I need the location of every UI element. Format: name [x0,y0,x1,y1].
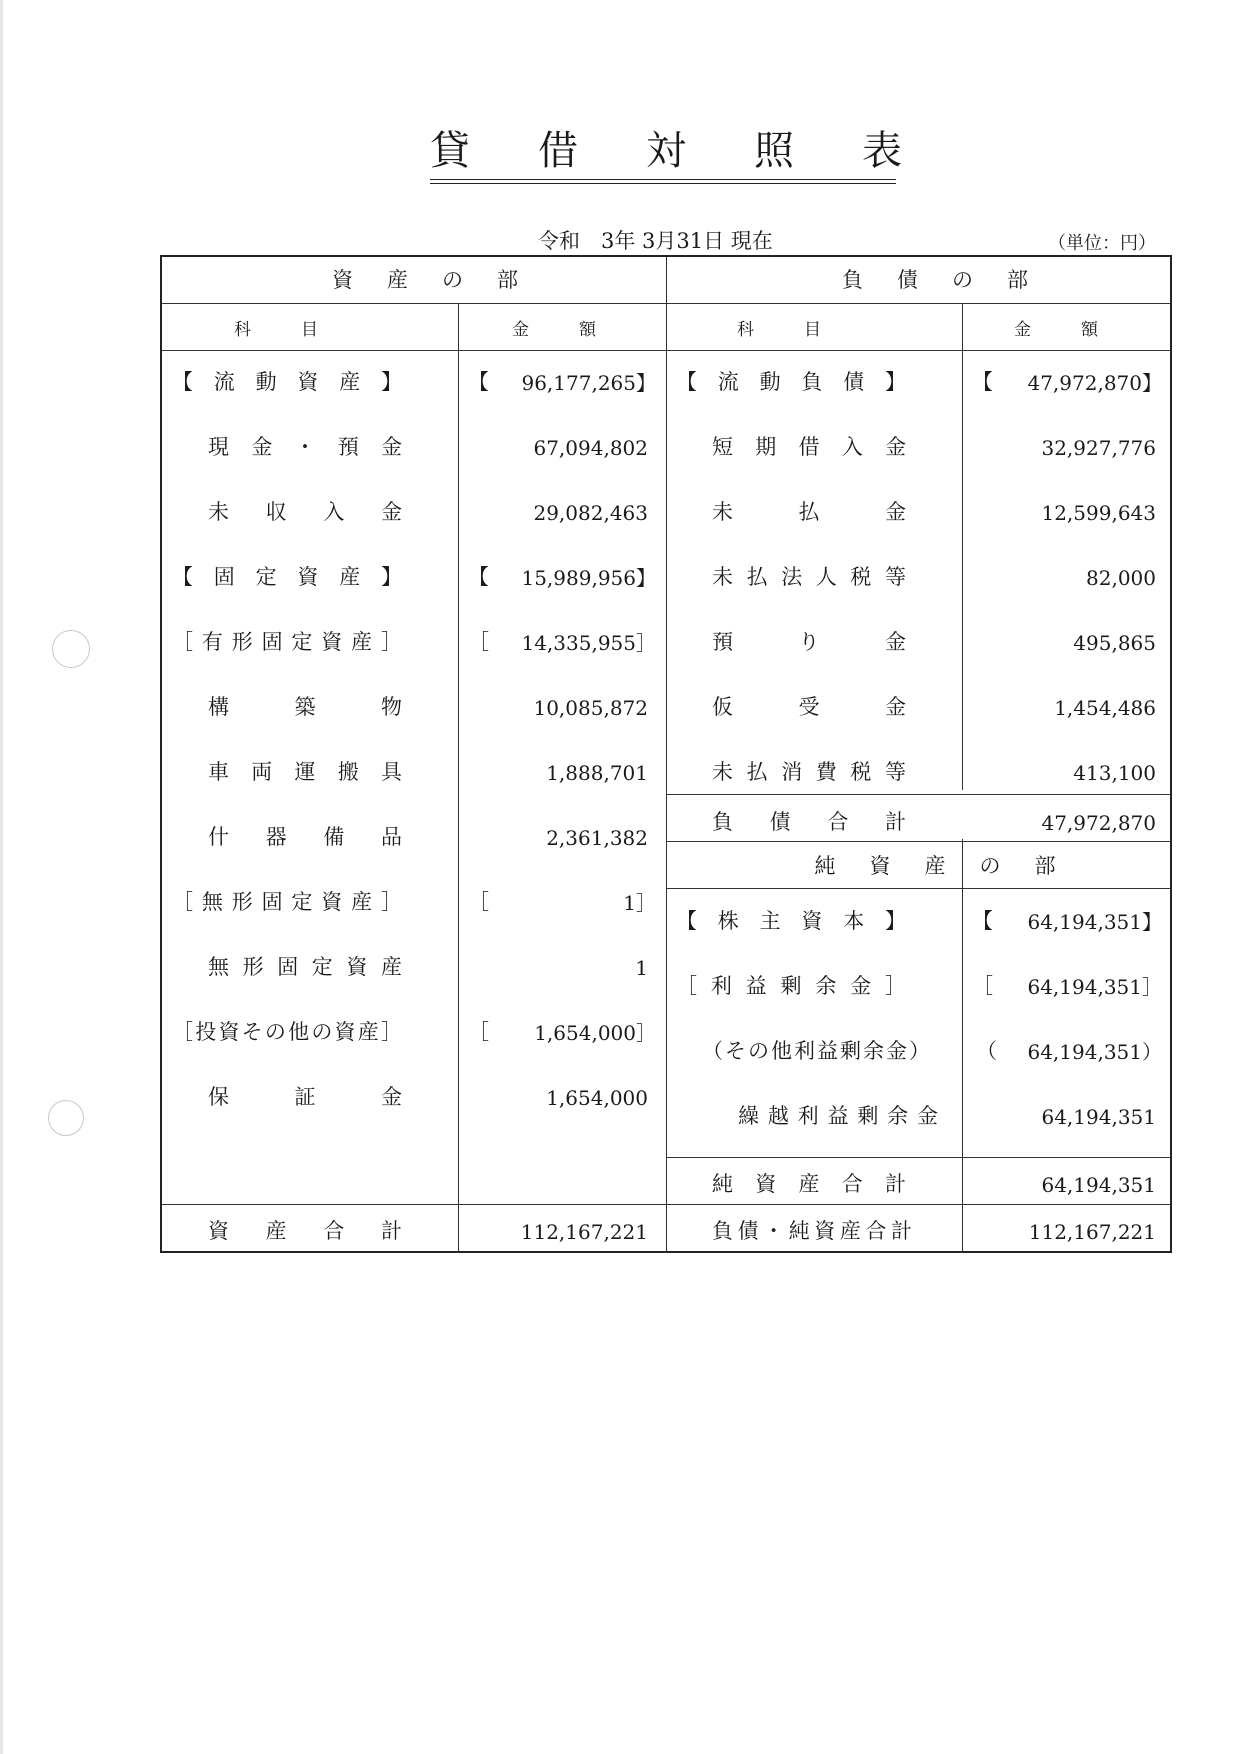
net-row-label: ［利益剰余金］ [676,974,906,998]
asset-row-amount: 67,094,802 [533,436,648,460]
unit-label: （単位：円） [1048,233,1156,254]
liab-row-label: 仮受金 [712,695,906,719]
liab-row-label: 短期借入金 [712,435,906,459]
title-underline [430,179,896,180]
asset-row-label: 保証金 [208,1085,402,1109]
liab-row-bracket: 【 [972,370,993,394]
liab-col-amount: 金額 [1014,320,1148,340]
liab-col-item: 科目 [737,320,871,340]
liab-row-amount: 495,865 [1073,631,1156,655]
net-row-amount: 64,194,351］ [1027,975,1162,999]
divider-assets-amount [458,304,459,1253]
liab-row-amount: 1,454,486 [1054,696,1156,720]
liab-row-label: 預り金 [712,630,906,654]
balance-sheet-table [160,255,1172,1253]
asset-row-label: 現金・預金 [208,435,402,459]
liab-subtotal-line [666,794,1170,795]
assets-col-item: 科目 [234,320,368,340]
net-assets-section-header: 純資産の部 [814,854,1090,878]
punch-hole-top [52,630,90,668]
net-subtotal-line [666,1157,1170,1158]
asset-row-bracket: ［ [468,630,489,654]
net-row-amount: 64,194,351 [1041,1105,1156,1129]
asset-row-bracket: 【 [468,565,489,589]
asset-row-amount: 1,654,000 [546,1086,648,1110]
liab-row-amount: 47,972,870】 [1027,371,1162,395]
asset-row-label: 【流動資産】 [172,370,402,394]
grand-total-label: 負債・純資産合計 [712,1219,912,1243]
grand-total-line [162,1204,1170,1205]
liabilities-total-amount: 47,972,870 [1041,811,1156,835]
asset-row-label: 車両運搬具 [208,760,402,784]
asset-row-bracket: ［ [468,890,489,914]
liab-row-label: 未払法人税等 [712,565,906,589]
grand-total-amount: 112,167,221 [1028,1220,1156,1244]
net-row-label: （その他利益剰余金） [702,1039,932,1063]
asset-row-label: 什器備品 [208,825,402,849]
header-line [162,303,1170,304]
asset-row-label: ［無形固定資産］ [172,890,402,914]
asset-row-amount: 1,888,701 [546,761,648,785]
net-row-bracket: 【 [972,909,993,933]
document-title [430,125,970,183]
asset-row-label: 【固定資産】 [172,565,402,589]
asset-row-amount: 1］ [623,891,656,915]
divider-center [666,257,667,1253]
liabilities-section-header: 負債の部 [842,268,1062,292]
net-row-amount: 64,194,351】 [1027,910,1162,934]
net-header-line [666,888,1170,889]
net-assets-total-label: 純資産合計 [712,1172,906,1196]
net-row-label: 繰越利益剰余金 [738,1104,938,1128]
divider-liab-amount [962,304,963,790]
asset-row-label: 構築物 [208,695,402,719]
asset-row-bracket: ［ [468,1020,489,1044]
net-row-bracket: （ [976,1039,997,1063]
assets-col-amount: 金額 [512,320,646,340]
asset-row-amount: 96,177,265】 [521,371,656,395]
asset-row-amount: 1,654,000］ [534,1021,656,1045]
liab-row-label: 未払消費税等 [712,760,906,784]
assets-section-header: 資産の部 [332,268,552,292]
asset-row-bracket: 【 [468,370,489,394]
asset-row-amount: 14,335,955］ [521,631,656,655]
net-row-bracket: ［ [972,974,993,998]
liabilities-total-label: 負債合計 [712,810,906,834]
as-of-date: 令和 3年 3月31日 現在 [538,229,773,253]
asset-row-amount: 10,085,872 [533,696,648,720]
assets-total-amount: 112,167,221 [520,1220,648,1244]
asset-row-label: ［有形固定資産］ [172,630,402,654]
liab-row-amount: 32,927,776 [1041,436,1156,460]
asset-row-amount: 29,082,463 [533,501,648,525]
asset-row-amount: 15,989,956】 [521,566,656,590]
net-assets-total-amount: 64,194,351 [1041,1173,1156,1197]
liab-total-line [666,841,1170,842]
liab-row-amount: 12,599,643 [1041,501,1156,525]
liab-row-amount: 413,100 [1073,761,1156,785]
title-underline-double [430,183,896,184]
net-row-amount: 64,194,351） [1027,1040,1162,1064]
assets-total-label: 資産合計 [208,1219,402,1243]
asset-row-amount: 2,361,382 [546,826,648,850]
liab-row-label: 【流動負債】 [676,370,906,394]
colhead-line [162,350,1170,351]
punch-hole-bottom [48,1100,84,1136]
liab-row-amount: 82,000 [1086,566,1156,590]
title-text: 貸借対照表 [430,128,970,174]
divider-net-amount [962,839,963,1253]
asset-row-amount: 1 [635,956,648,980]
asset-row-label: 無形固定資産 [208,955,402,979]
asset-row-label: 未収入金 [208,500,402,524]
liab-row-label: 未払金 [712,500,906,524]
scan-edge [0,0,3,1754]
net-row-label: 【株主資本】 [676,909,906,933]
asset-row-label: ［投資その他の資産］ [172,1020,402,1044]
